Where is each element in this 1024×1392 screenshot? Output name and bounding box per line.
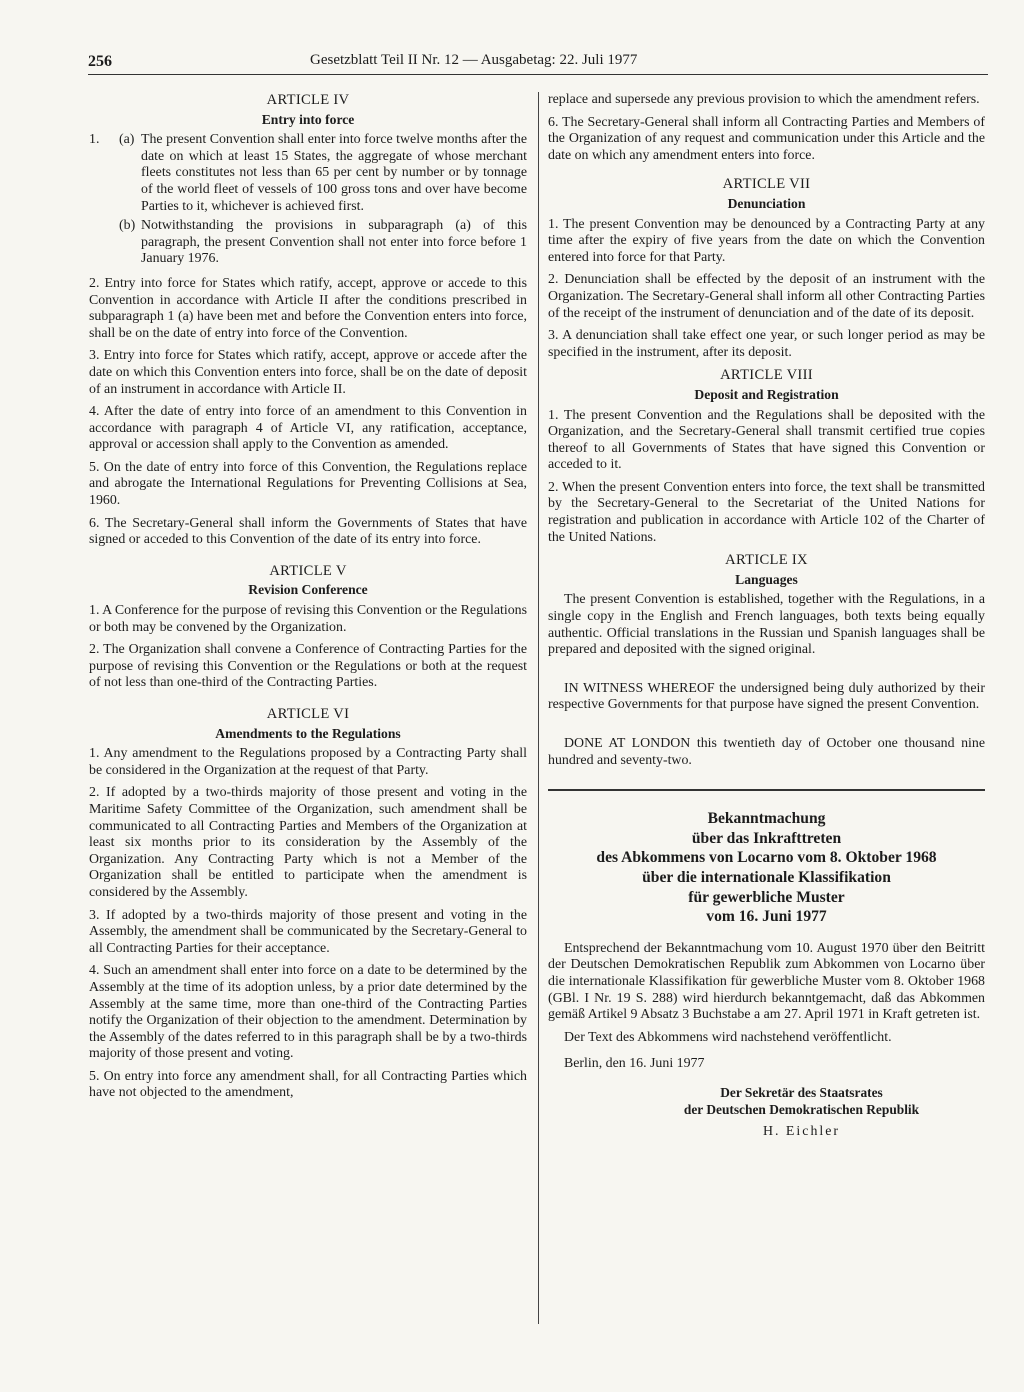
left-column xyxy=(89,92,527,1108)
para-text: Notwithstanding the provisions in subparagraph (a) of this paragraph, the present Convention shall not enter into force before 1 January 1976. xyxy=(141,218,527,267)
article-8-title: ARTICLE VIII xyxy=(720,367,813,384)
bk-title-line: über das Inkrafttreten xyxy=(691,829,842,847)
bekanntmachung-title xyxy=(548,809,985,927)
article-5-title: ARTICLE V xyxy=(269,562,347,579)
article-6-para-4: 4. Such an amendment shall enter into force on a date to be determined by the Assembly at the time of its adoption unless, by a prior date determined by the Assembly at the same time, more than one-third of the Contracting Parties notify the Organization of their objection to the amendment. Determination by the Assembly of the dates referred to in this paragraph shall be by a two-thirds majority of those present and voting. xyxy=(89,963,527,1062)
article-8-para-1: 1. The present Convention and the Regulations shall be deposited with the Organization, and the Secretary-General shall transmit certified true copies thereof to all Governments of States that have signed this Convention or acceded to it. xyxy=(548,407,985,473)
running-head: Gesetzblatt Teil II Nr. 12 — Ausgabetag: 22. Juli 1977 xyxy=(310,52,638,68)
witness-clause: IN WITNESS WHEREOF the undersigned being duly authorized by their respective Governments for that purpose have signed the present Convention. xyxy=(548,680,985,713)
article-6-para-2: 2. If adopted by a two-thirds majority of those present and voting in the Maritime Safety Committee of the Organization, such amendment shall be communicated to all Contracting Parties and Members of the Organization at least six months prior to its consideration by the Assembly of the Organization. Any Contracting Party which is not a Member of the Organization shall be entitled to participate when the amendment is considered by the Assembly. xyxy=(89,785,527,900)
article-4-para-2: 2. Entry into force for States which ratify, accept, approve or accede to this Convention in accordance with Article II after the conditions prescribed in subparagraph 1 (a) have been met and before the Convention enters into force, shall be on the date of entry into force of the Convention. xyxy=(89,275,527,341)
article-8-para-2: 2. When the present Convention enters into force, the text shall be transmitted by the Secretary-General to the Secretariat of the United Nations for registration and publication in accordance with Article 102 of the Charter of the United Nations. xyxy=(548,479,985,545)
article-4-para-3: 3. Entry into force for States which ratify, accept, approve or accede after the date on which this Convention enters into force, shall be on the date of deposit of an instrument in accordance with Article II. xyxy=(89,348,527,397)
article-4-para-1b xyxy=(89,218,527,268)
para-letter: (a) xyxy=(119,132,135,148)
section-separator xyxy=(548,789,985,791)
signatory-name: H. Eichler xyxy=(762,1124,841,1140)
bk-title-line: des Abkommens von Locarno vom 8. Oktober 1968 xyxy=(596,849,937,867)
bk-title-line: über die internationale Klassifikation xyxy=(642,868,891,886)
bk-title-line: Bekanntmachung xyxy=(707,810,826,828)
signature-block xyxy=(618,1085,985,1118)
para-text: The present Convention shall enter into force twelve months after the date on which at least 15 States, the aggregate of whose merchant fleets constitutes not less than 65 per cent by number or by tonnage of the world fleet of vessels of 100 gross tons and over have become Parties to it, whichever is achieved first. xyxy=(141,132,527,214)
article-4-para-5: 5. On the date of entry into force of this Convention, the Regulations replace and abrogate the International Regulations for Preventing Collisions at Sea, 1960. xyxy=(89,459,527,509)
article-4-para-1a xyxy=(89,132,527,215)
article-8-subtitle: Deposit and Registration xyxy=(694,386,839,402)
article-4-para-4: 4. After the date of entry into force of an amendment to this Convention in accordance with paragraph 4 of Article VI, any ratification, acceptance, approval or accession shall apply to the Convention as amended. xyxy=(89,404,527,453)
article-6-para-5: 5. On entry into force any amendment shall, for all Contracting Parties which have not objected to the amendment, xyxy=(89,1068,527,1101)
article-4-subtitle: Entry into force xyxy=(261,111,355,127)
article-6-title: ARTICLE VI xyxy=(266,706,350,722)
bekanntmachung-para-2: Der Text des Abkommens wird nachstehend veröffentlicht. xyxy=(564,1029,892,1045)
bk-date: vom 16. Juni 1977 xyxy=(706,908,827,926)
article-5-para-2: 2. The Organization shall convene a Conference of Contracting Parties for the purpose of revising this Convention or the Regulations or both at the request of not less than one-third of the Contracting Parties. xyxy=(89,642,527,691)
signature-line: Der Sekretär des Staatsrates xyxy=(720,1084,883,1100)
article-9-subtitle: Languages xyxy=(735,571,798,587)
page-number: 256 xyxy=(88,53,112,70)
article-6-para-3: 3. If adopted by a two-thirds majority of those present and voting in the Assembly, the amendment shall be communicated by the Secretary-General to all Contracting Parties for their acceptance. xyxy=(89,907,527,956)
article-6-para-6: 6. The Secretary-General shall inform all Contracting Parties and Members of the Organization of any request and communication under this Article and the date on which any amendment enters into force. xyxy=(548,114,985,163)
place-date: Berlin, den 16. Juni 1977 xyxy=(564,1056,705,1072)
para-number: 1. xyxy=(89,132,100,148)
article-7-para-2: 2. Denunciation shall be effected by the deposit of an instrument with the Organization. The Secretary-General shall inform all other Contracting Parties of the receipt of the instrument of denunciation and of the date of its deposit. xyxy=(548,272,985,321)
article-4-para-6: 6. The Secretary-General shall inform the Governments of States that have signed or acceded to this Convention of the date of its entry into force. xyxy=(89,515,527,548)
signature-line: der Deutschen Demokratischen Republik xyxy=(683,1101,920,1117)
done-at-london: DONE AT LONDON this twentieth day of October one thousand nine hundred and seventy-two. xyxy=(548,736,985,768)
article-7-para-1: 1. The present Convention may be denounced by a Contracting Party at any time after the expiry of five years from the date on which the Convention entered into force for that Party. xyxy=(548,216,985,265)
article-5-para-1: 1. A Conference for the purpose of revising this Convention or the Regulations or both may be convened by the Organization. xyxy=(89,603,527,635)
article-6-subtitle: Amendments to the Regulations xyxy=(215,725,401,741)
article-4-title: ARTICLE IV xyxy=(266,92,350,108)
article-7-title: ARTICLE VII xyxy=(722,176,811,193)
article-7-para-3: 3. A denunciation shall take effect one year, or such longer period as may be specified in the instrument, after its deposit. xyxy=(548,328,985,360)
article-6-para-1: 1. Any amendment to the Regulations proposed by a Contracting Party shall be considered in the Organization at the request of that Party. xyxy=(89,746,527,778)
article-6-para-5-continued: replace and supersede any previous provision to which the amendment refers. xyxy=(548,92,980,107)
column-divider xyxy=(538,92,539,1324)
bk-title-line: für gewerbliche Muster xyxy=(688,888,845,906)
article-5-subtitle: Revision Conference xyxy=(248,582,368,598)
para-letter: (b) xyxy=(119,218,136,234)
bekanntmachung-para-1: Entsprechend der Bekanntmachung vom 10. August 1970 über den Beitritt der Deutschen Demokratischen Republik zum Abkommen von Locarno über die internationale Klassifikation für gewerbliche Muster vom 8. Oktober 1968 (GBl. I Nr. 19 S. 288) wird hierdurch bekanntgemacht, daß das Abkommen gemäß Artikel 9 Absatz 3 Buchstabe a am 27. April 1971 in Kraft getreten ist. xyxy=(548,940,985,1023)
article-7-subtitle: Denunciation xyxy=(727,195,806,211)
article-9-para-1: The present Convention is established, together with the Regulations, in a single copy in the English and French languages, both texts being equally authentic. Official translations in the Russian und Spanish languages shall be prepared and deposited with the signed original. xyxy=(548,592,985,658)
right-column xyxy=(548,92,985,1141)
article-9-title: ARTICLE IX xyxy=(725,552,808,569)
header-rule xyxy=(88,74,988,75)
